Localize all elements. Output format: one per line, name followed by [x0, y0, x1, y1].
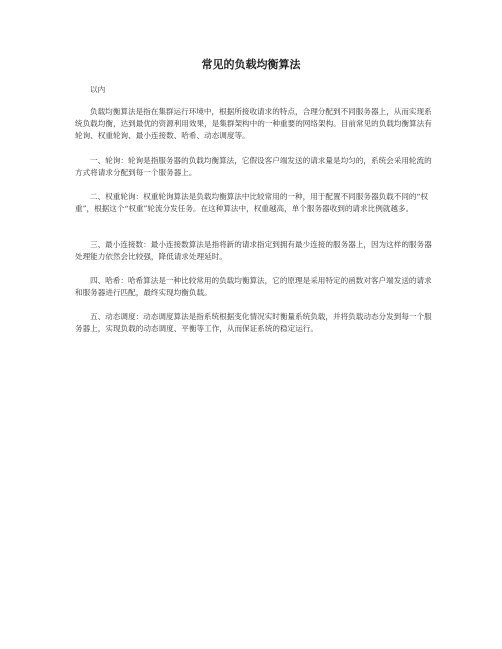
- paragraph-overview: 负载均衡算法是指在集群运行环境中，根据所接收请求的特点，合理分配到不同服务器上，从而实现系统负载均衡，达到最优的资源利用效果，是集群架构中的一种重要的网络架构。目前常见的负载均衡算法有轮询、权重轮询、最小连接数、哈希、动态调度等。: [75, 107, 432, 140]
- paragraph-weighted-round-robin: 二、权重轮询：权重轮询算法是负载均衡算法中比较常用的一种，用于配置不同服务器负载不同的“权重”，根据这个“权重”轮流分发任务。在这种算法中，权重越高，单个服务器收到的请求比例就越多。: [75, 192, 429, 213]
- document-title: 常见的负载均衡算法: [201, 58, 301, 71]
- intro-line: 以内: [90, 85, 106, 94]
- paragraph-least-connections: 三、最小连接数：最小连接数算法是指将新的请求指定到拥有最少连接的服务器上，因为这样的服务器处理能力依然会比较强，降低请求处理延时。: [75, 240, 432, 261]
- paragraph-hash: 四、哈希：哈希算法是一种比较常用的负载均衡算法，它的原理是采用特定的函数对客户端发送的请求和服务器进行匹配，最终实现均衡负载。: [75, 276, 432, 297]
- paragraph-dynamic-scheduling: 五、动态调度：动态调度算法是指系统根据变化情况实时衡量系统负载，并将负载动态分发到每一个服务器上，实现负载的动态调度、平衡等工作，从而保证系统的稳定运行。: [75, 312, 432, 333]
- paragraph-round-robin: 一、轮询：轮询是指服务器的负载均衡算法，它假设客户端发送的请求量是均匀的，系统会采用轮流的方式将请求分配到每一个服务器上。: [75, 156, 432, 177]
